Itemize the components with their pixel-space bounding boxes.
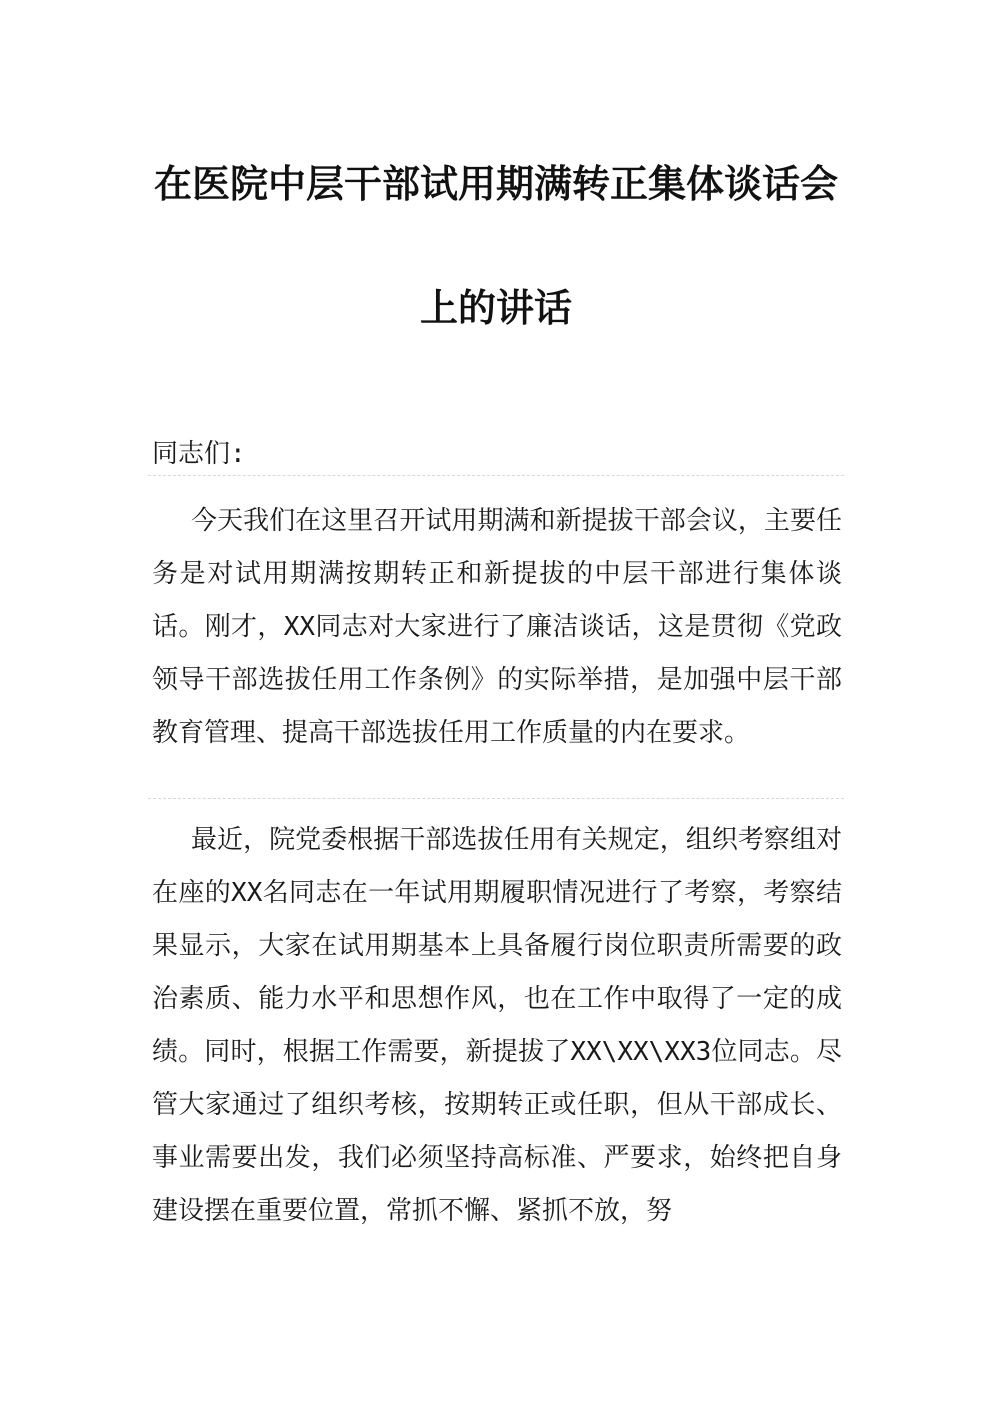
document-title-line-1: 在医院中层干部试用期满转正集体谈话会 [153, 161, 838, 206]
document-title-line-2: 上的讲话 [419, 285, 572, 330]
paragraph-divider [148, 798, 844, 799]
paragraph-1: 今天我们在这里召开试用期满和新提拔干部会议，主要任务是对试用期满按期转正和新提拔的中层干部进行集体谈话。刚才，XX同志对大家进行了廉洁谈话，这是贯彻《党政领导干部选拔任用工作条例》的实际举措，是加强中层干部教育管理、提高干部选拔任用工作质量的内在要求。 [152, 506, 842, 748]
paragraph-2: 最近，院党委根据干部选拔任用有关规定，组织考察组对在座的XX名同志在一年试用期履职情况进行了考察，考察结果显示，大家在试用期基本上具备履行岗位职责所需要的政治素质、能力水平和思想作风，也在工作中取得了一定的成绩。同时，根据工作需要，新提拔了XX\XX\XX3位同志。尽管大家通过了组织考核，按期转正或任职，但从干部成长、事业需要出发，我们必须坚持高标准、严要求，始终把自身建设摆在重要位置，常抓不懈、紧抓不放，努 [152, 825, 842, 1226]
paragraph-divider [148, 475, 844, 476]
salutation: 同志们: [152, 439, 246, 469]
